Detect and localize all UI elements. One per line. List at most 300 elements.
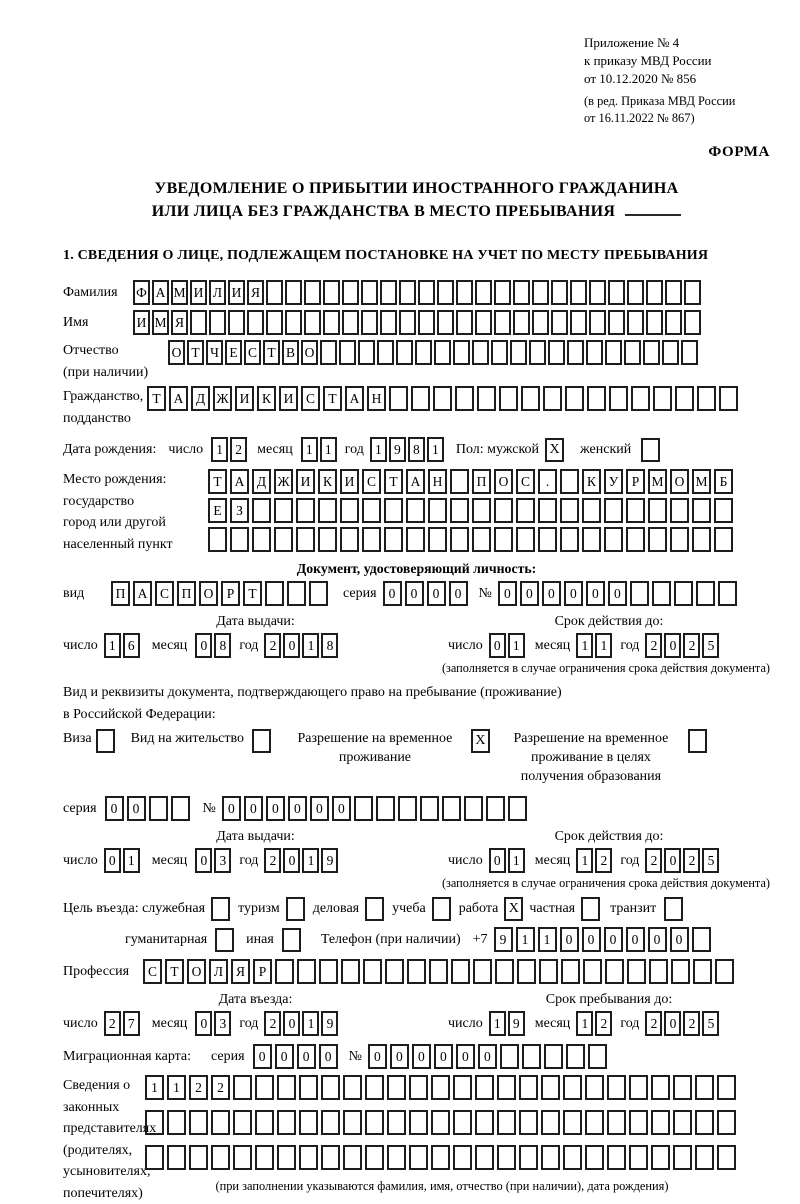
char-cell[interactable]: [274, 498, 293, 523]
char-cell[interactable]: [519, 1075, 538, 1100]
char-cell[interactable]: [582, 527, 601, 552]
char-cell[interactable]: [167, 1145, 186, 1170]
char-cell[interactable]: [363, 959, 382, 984]
char-cell[interactable]: [494, 498, 513, 523]
char-cell[interactable]: [521, 386, 540, 411]
char-cell[interactable]: [321, 1110, 340, 1135]
char-cell[interactable]: 9: [494, 927, 513, 952]
char-cell[interactable]: [626, 527, 645, 552]
char-cell[interactable]: [396, 340, 413, 365]
char-cell[interactable]: [362, 498, 381, 523]
char-cell[interactable]: [399, 280, 416, 305]
char-cell[interactable]: [287, 581, 306, 606]
char-cell[interactable]: [437, 280, 454, 305]
char-cell[interactable]: 0: [283, 633, 300, 658]
char-cell[interactable]: 1: [370, 437, 387, 462]
char-cell[interactable]: П: [111, 581, 130, 606]
char-cell[interactable]: [233, 1145, 252, 1170]
char-cell[interactable]: 1: [576, 1011, 593, 1036]
char-cell[interactable]: [296, 527, 315, 552]
char-cell[interactable]: [560, 527, 579, 552]
temp-residence-edu-checkbox[interactable]: [688, 729, 707, 753]
char-cell[interactable]: 9: [508, 1011, 525, 1036]
char-cell[interactable]: [567, 340, 584, 365]
char-cell[interactable]: 0: [104, 848, 121, 873]
char-cell[interactable]: [411, 386, 430, 411]
char-cell[interactable]: [608, 310, 625, 335]
char-cell[interactable]: [285, 310, 302, 335]
char-cell[interactable]: [340, 527, 359, 552]
char-cell[interactable]: [342, 310, 359, 335]
char-cell[interactable]: Р: [221, 581, 240, 606]
gender-male-checkbox[interactable]: X: [545, 438, 564, 462]
char-cell[interactable]: [491, 340, 508, 365]
char-cell[interactable]: [211, 1110, 230, 1135]
char-cell[interactable]: [551, 310, 568, 335]
char-cell[interactable]: [692, 498, 711, 523]
char-cell[interactable]: [652, 581, 671, 606]
char-cell[interactable]: 8: [408, 437, 425, 462]
char-cell[interactable]: [406, 498, 425, 523]
char-cell[interactable]: [428, 527, 447, 552]
char-cell[interactable]: [566, 1044, 585, 1069]
char-cell[interactable]: [304, 310, 321, 335]
char-cell[interactable]: [541, 1110, 560, 1135]
char-cell[interactable]: 1: [489, 1011, 506, 1036]
char-cell[interactable]: 0: [383, 581, 402, 606]
char-cell[interactable]: Т: [384, 469, 403, 494]
char-cell[interactable]: [626, 498, 645, 523]
char-cell[interactable]: А: [133, 581, 152, 606]
char-cell[interactable]: [341, 959, 360, 984]
char-cell[interactable]: 0: [244, 796, 263, 821]
char-cell[interactable]: [570, 310, 587, 335]
char-cell[interactable]: [399, 310, 416, 335]
char-cell[interactable]: [695, 1145, 714, 1170]
char-cell[interactable]: 0: [105, 796, 124, 821]
char-cell[interactable]: [522, 1044, 541, 1069]
char-cell[interactable]: 2: [595, 1011, 612, 1036]
char-cell[interactable]: [548, 340, 565, 365]
char-cell[interactable]: [585, 1110, 604, 1135]
char-cell[interactable]: 1: [538, 927, 557, 952]
char-cell[interactable]: 0: [626, 927, 645, 952]
char-cell[interactable]: [339, 340, 356, 365]
char-cell[interactable]: [384, 498, 403, 523]
char-cell[interactable]: 2: [211, 1075, 230, 1100]
char-cell[interactable]: [648, 527, 667, 552]
char-cell[interactable]: А: [345, 386, 364, 411]
char-cell[interactable]: О: [199, 581, 218, 606]
char-cell[interactable]: [497, 1075, 516, 1100]
char-cell[interactable]: 0: [560, 927, 579, 952]
char-cell[interactable]: [453, 1075, 472, 1100]
char-cell[interactable]: [277, 1110, 296, 1135]
char-cell[interactable]: [285, 280, 302, 305]
char-cell[interactable]: [358, 340, 375, 365]
char-cell[interactable]: 2: [230, 437, 247, 462]
char-cell[interactable]: 1: [301, 437, 318, 462]
char-cell[interactable]: 0: [664, 848, 681, 873]
char-cell[interactable]: [665, 310, 682, 335]
char-cell[interactable]: [608, 280, 625, 305]
char-cell[interactable]: [247, 310, 264, 335]
char-cell[interactable]: 0: [449, 581, 468, 606]
char-cell[interactable]: Т: [147, 386, 166, 411]
char-cell[interactable]: И: [228, 280, 245, 305]
char-cell[interactable]: Л: [209, 280, 226, 305]
char-cell[interactable]: [604, 527, 623, 552]
char-cell[interactable]: [604, 498, 623, 523]
char-cell[interactable]: И: [235, 386, 254, 411]
char-cell[interactable]: [456, 280, 473, 305]
char-cell[interactable]: 0: [520, 581, 539, 606]
char-cell[interactable]: [494, 527, 513, 552]
char-cell[interactable]: [472, 340, 489, 365]
char-cell[interactable]: [418, 280, 435, 305]
char-cell[interactable]: Е: [208, 498, 227, 523]
char-cell[interactable]: 0: [670, 927, 689, 952]
char-cell[interactable]: [319, 959, 338, 984]
char-cell[interactable]: 2: [104, 1011, 121, 1036]
char-cell[interactable]: [643, 340, 660, 365]
char-cell[interactable]: 0: [266, 796, 285, 821]
char-cell[interactable]: 0: [297, 1044, 316, 1069]
char-cell[interactable]: [497, 1145, 516, 1170]
char-cell[interactable]: [586, 340, 603, 365]
char-cell[interactable]: 0: [319, 1044, 338, 1069]
char-cell[interactable]: [538, 527, 557, 552]
char-cell[interactable]: 0: [390, 1044, 409, 1069]
char-cell[interactable]: [532, 280, 549, 305]
char-cell[interactable]: 1: [211, 437, 228, 462]
char-cell[interactable]: [673, 1145, 692, 1170]
char-cell[interactable]: [538, 498, 557, 523]
char-cell[interactable]: Т: [208, 469, 227, 494]
char-cell[interactable]: [588, 1044, 607, 1069]
char-cell[interactable]: [321, 1075, 340, 1100]
char-cell[interactable]: 0: [275, 1044, 294, 1069]
char-cell[interactable]: 0: [222, 796, 241, 821]
char-cell[interactable]: 1: [595, 633, 612, 658]
char-cell[interactable]: [389, 386, 408, 411]
char-cell[interactable]: К: [582, 469, 601, 494]
char-cell[interactable]: [627, 959, 646, 984]
char-cell[interactable]: [252, 527, 271, 552]
char-cell[interactable]: [494, 280, 511, 305]
char-cell[interactable]: [228, 310, 245, 335]
char-cell[interactable]: [670, 498, 689, 523]
char-cell[interactable]: [453, 340, 470, 365]
char-cell[interactable]: [497, 1110, 516, 1135]
char-cell[interactable]: 1: [123, 848, 140, 873]
char-cell[interactable]: 0: [195, 1011, 212, 1036]
char-cell[interactable]: 0: [195, 848, 212, 873]
char-cell[interactable]: Ф: [133, 280, 150, 305]
char-cell[interactable]: [431, 1075, 450, 1100]
char-cell[interactable]: [671, 959, 690, 984]
char-cell[interactable]: [517, 959, 536, 984]
char-cell[interactable]: [560, 469, 579, 494]
char-cell[interactable]: 1: [302, 1011, 319, 1036]
char-cell[interactable]: [561, 959, 580, 984]
char-cell[interactable]: [475, 280, 492, 305]
char-cell[interactable]: [715, 959, 734, 984]
char-cell[interactable]: [697, 386, 716, 411]
char-cell[interactable]: Я: [171, 310, 188, 335]
char-cell[interactable]: [208, 527, 227, 552]
char-cell[interactable]: [255, 1110, 274, 1135]
char-cell[interactable]: В: [282, 340, 299, 365]
char-cell[interactable]: [583, 959, 602, 984]
char-cell[interactable]: 1: [576, 848, 593, 873]
char-cell[interactable]: [529, 340, 546, 365]
char-cell[interactable]: [585, 1145, 604, 1170]
char-cell[interactable]: [380, 280, 397, 305]
char-cell[interactable]: [380, 310, 397, 335]
char-cell[interactable]: [692, 527, 711, 552]
char-cell[interactable]: 0: [368, 1044, 387, 1069]
char-cell[interactable]: Е: [225, 340, 242, 365]
char-cell[interactable]: 2: [645, 848, 662, 873]
char-cell[interactable]: [539, 959, 558, 984]
char-cell[interactable]: А: [406, 469, 425, 494]
char-cell[interactable]: 1: [320, 437, 337, 462]
char-cell[interactable]: [171, 796, 190, 821]
char-cell[interactable]: [362, 527, 381, 552]
char-cell[interactable]: [365, 1110, 384, 1135]
char-cell[interactable]: [385, 959, 404, 984]
char-cell[interactable]: [541, 1075, 560, 1100]
char-cell[interactable]: М: [152, 310, 169, 335]
char-cell[interactable]: [320, 340, 337, 365]
char-cell[interactable]: 0: [127, 796, 146, 821]
char-cell[interactable]: [429, 959, 448, 984]
char-cell[interactable]: 0: [283, 848, 300, 873]
char-cell[interactable]: Т: [323, 386, 342, 411]
char-cell[interactable]: [607, 1145, 626, 1170]
char-cell[interactable]: 5: [702, 633, 719, 658]
char-cell[interactable]: [629, 1075, 648, 1100]
char-cell[interactable]: А: [152, 280, 169, 305]
char-cell[interactable]: 0: [288, 796, 307, 821]
char-cell[interactable]: 9: [321, 848, 338, 873]
char-cell[interactable]: [662, 340, 679, 365]
char-cell[interactable]: [646, 280, 663, 305]
char-cell[interactable]: [309, 581, 328, 606]
char-cell[interactable]: К: [318, 469, 337, 494]
char-cell[interactable]: Р: [626, 469, 645, 494]
char-cell[interactable]: [695, 1110, 714, 1135]
char-cell[interactable]: [409, 1075, 428, 1100]
char-cell[interactable]: [563, 1110, 582, 1135]
char-cell[interactable]: [145, 1110, 164, 1135]
char-cell[interactable]: 2: [595, 848, 612, 873]
char-cell[interactable]: [516, 527, 535, 552]
char-cell[interactable]: [453, 1145, 472, 1170]
char-cell[interactable]: 6: [123, 633, 140, 658]
char-cell[interactable]: [673, 1075, 692, 1100]
char-cell[interactable]: [321, 1145, 340, 1170]
char-cell[interactable]: 0: [664, 633, 681, 658]
char-cell[interactable]: [681, 340, 698, 365]
char-cell[interactable]: [418, 310, 435, 335]
char-cell[interactable]: Д: [191, 386, 210, 411]
char-cell[interactable]: [361, 280, 378, 305]
char-cell[interactable]: М: [648, 469, 667, 494]
char-cell[interactable]: 0: [498, 581, 517, 606]
char-cell[interactable]: [296, 498, 315, 523]
char-cell[interactable]: [607, 1075, 626, 1100]
char-cell[interactable]: 5: [702, 848, 719, 873]
char-cell[interactable]: [510, 340, 527, 365]
char-cell[interactable]: [450, 527, 469, 552]
char-cell[interactable]: Н: [367, 386, 386, 411]
char-cell[interactable]: 3: [214, 1011, 231, 1036]
char-cell[interactable]: С: [155, 581, 174, 606]
char-cell[interactable]: [387, 1145, 406, 1170]
char-cell[interactable]: [365, 1145, 384, 1170]
char-cell[interactable]: 2: [683, 633, 700, 658]
char-cell[interactable]: [582, 498, 601, 523]
char-cell[interactable]: [409, 1110, 428, 1135]
char-cell[interactable]: [266, 310, 283, 335]
char-cell[interactable]: [714, 527, 733, 552]
char-cell[interactable]: [450, 498, 469, 523]
char-cell[interactable]: И: [279, 386, 298, 411]
char-cell[interactable]: [475, 310, 492, 335]
char-cell[interactable]: [233, 1075, 252, 1100]
char-cell[interactable]: С: [244, 340, 261, 365]
char-cell[interactable]: [648, 498, 667, 523]
char-cell[interactable]: Т: [165, 959, 184, 984]
char-cell[interactable]: [673, 1110, 692, 1135]
char-cell[interactable]: Б: [714, 469, 733, 494]
char-cell[interactable]: [560, 498, 579, 523]
char-cell[interactable]: [420, 796, 439, 821]
char-cell[interactable]: 5: [702, 1011, 719, 1036]
char-cell[interactable]: [255, 1075, 274, 1100]
char-cell[interactable]: О: [187, 959, 206, 984]
char-cell[interactable]: [629, 1145, 648, 1170]
residence-permit-checkbox[interactable]: [252, 729, 271, 753]
char-cell[interactable]: С: [301, 386, 320, 411]
char-cell[interactable]: [434, 340, 451, 365]
char-cell[interactable]: [189, 1145, 208, 1170]
char-cell[interactable]: З: [230, 498, 249, 523]
char-cell[interactable]: [624, 340, 641, 365]
char-cell[interactable]: [627, 310, 644, 335]
char-cell[interactable]: [585, 1075, 604, 1100]
char-cell[interactable]: [297, 959, 316, 984]
char-cell[interactable]: [455, 386, 474, 411]
char-cell[interactable]: [189, 1110, 208, 1135]
char-cell[interactable]: А: [230, 469, 249, 494]
char-cell[interactable]: 2: [683, 848, 700, 873]
char-cell[interactable]: О: [301, 340, 318, 365]
char-cell[interactable]: 2: [645, 1011, 662, 1036]
char-cell[interactable]: [451, 959, 470, 984]
purpose-private-checkbox[interactable]: [581, 897, 600, 921]
char-cell[interactable]: [665, 280, 682, 305]
char-cell[interactable]: [277, 1075, 296, 1100]
char-cell[interactable]: 0: [542, 581, 561, 606]
char-cell[interactable]: 0: [427, 581, 446, 606]
char-cell[interactable]: 0: [489, 633, 506, 658]
char-cell[interactable]: [627, 280, 644, 305]
char-cell[interactable]: [275, 959, 294, 984]
char-cell[interactable]: 1: [427, 437, 444, 462]
char-cell[interactable]: [299, 1075, 318, 1100]
char-cell[interactable]: [387, 1075, 406, 1100]
char-cell[interactable]: 0: [253, 1044, 272, 1069]
char-cell[interactable]: Т: [243, 581, 262, 606]
char-cell[interactable]: И: [133, 310, 150, 335]
char-cell[interactable]: [266, 280, 283, 305]
char-cell[interactable]: Я: [231, 959, 250, 984]
char-cell[interactable]: И: [296, 469, 315, 494]
char-cell[interactable]: 0: [608, 581, 627, 606]
char-cell[interactable]: [318, 527, 337, 552]
char-cell[interactable]: [431, 1110, 450, 1135]
char-cell[interactable]: О: [168, 340, 185, 365]
char-cell[interactable]: [477, 386, 496, 411]
char-cell[interactable]: С: [143, 959, 162, 984]
char-cell[interactable]: 0: [283, 1011, 300, 1036]
char-cell[interactable]: [693, 959, 712, 984]
char-cell[interactable]: М: [692, 469, 711, 494]
char-cell[interactable]: [398, 796, 417, 821]
char-cell[interactable]: [233, 1110, 252, 1135]
char-cell[interactable]: [209, 310, 226, 335]
char-cell[interactable]: [508, 796, 527, 821]
purpose-humanitarian-checkbox[interactable]: [215, 928, 234, 952]
char-cell[interactable]: К: [257, 386, 276, 411]
purpose-tourism-checkbox[interactable]: [286, 897, 305, 921]
char-cell[interactable]: 1: [508, 633, 525, 658]
char-cell[interactable]: У: [604, 469, 623, 494]
char-cell[interactable]: С: [516, 469, 535, 494]
char-cell[interactable]: [717, 1110, 736, 1135]
char-cell[interactable]: Ч: [206, 340, 223, 365]
char-cell[interactable]: [365, 1075, 384, 1100]
char-cell[interactable]: [415, 340, 432, 365]
char-cell[interactable]: [541, 1145, 560, 1170]
char-cell[interactable]: [409, 1145, 428, 1170]
char-cell[interactable]: 0: [582, 927, 601, 952]
char-cell[interactable]: [500, 1044, 519, 1069]
char-cell[interactable]: [304, 280, 321, 305]
char-cell[interactable]: [456, 310, 473, 335]
char-cell[interactable]: 1: [508, 848, 525, 873]
char-cell[interactable]: [384, 527, 403, 552]
char-cell[interactable]: [589, 280, 606, 305]
char-cell[interactable]: [605, 959, 624, 984]
char-cell[interactable]: [513, 310, 530, 335]
char-cell[interactable]: 0: [434, 1044, 453, 1069]
char-cell[interactable]: И: [340, 469, 359, 494]
char-cell[interactable]: Д: [252, 469, 271, 494]
char-cell[interactable]: [631, 386, 650, 411]
purpose-business-checkbox[interactable]: [365, 897, 384, 921]
char-cell[interactable]: [717, 1075, 736, 1100]
char-cell[interactable]: [695, 1075, 714, 1100]
purpose-work-checkbox[interactable]: X: [504, 897, 523, 921]
char-cell[interactable]: [323, 280, 340, 305]
char-cell[interactable]: 1: [145, 1075, 164, 1100]
char-cell[interactable]: [190, 310, 207, 335]
char-cell[interactable]: [377, 340, 394, 365]
